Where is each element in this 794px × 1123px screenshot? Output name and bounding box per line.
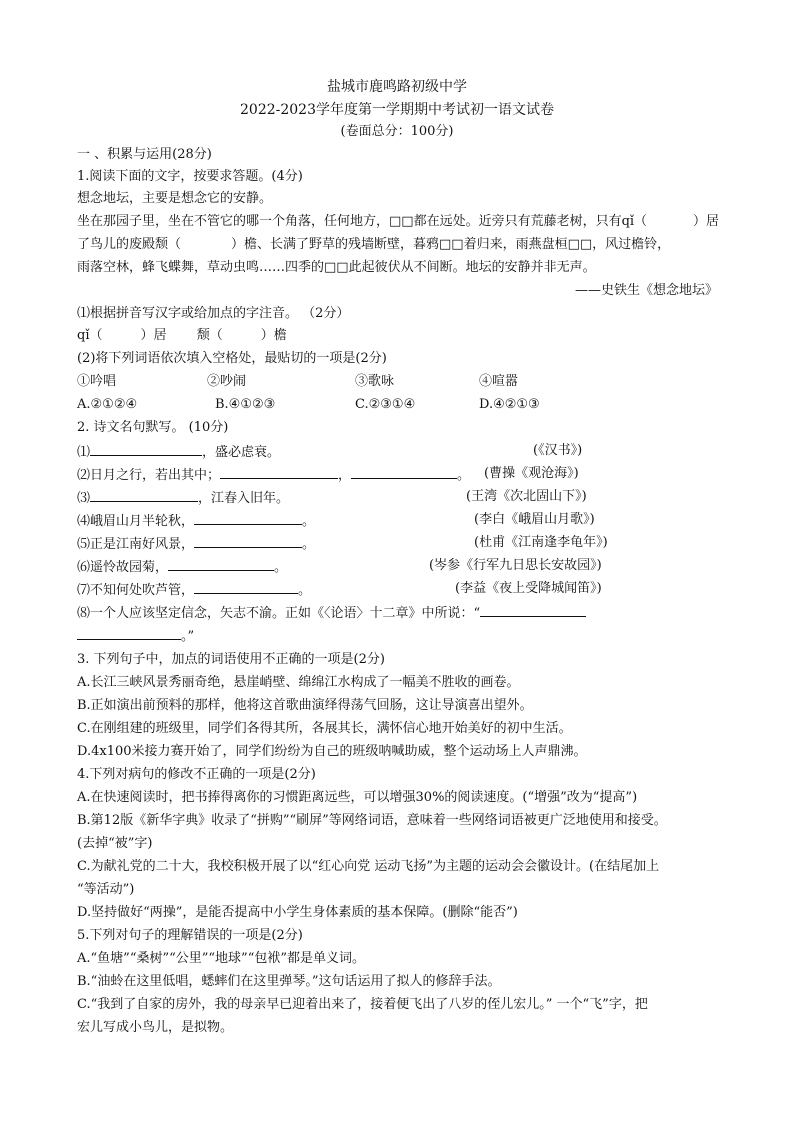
passage-text: 坐在那园子里，坐在不管它的哪一个角落，任何地方，□□都在远处。近旁只有荒藤老树，只有qǐ（ [77,214,648,229]
recite-text: 。 [298,583,312,598]
option-a[interactable]: A.在快速阅读时，把书捧得离你的习惯距离远些，可以增强30%的阅读速度。(“增强”改为“提高”) [77,790,638,805]
recite-text: ，盛必虑衰。 [202,445,281,460]
q1-sub2: (2)将下列词语依次填入空格处，最贴切的一项是(2分) [77,351,387,366]
answer-label: qǐ（ [77,328,103,343]
option-c[interactable]: C.在刚组建的班级里，同学们各得其所，各展其长，满怀信心地开始美好的初中生活。 [77,721,572,736]
recite-line [77,602,586,624]
recite-text: ⑹遥怜故园菊， [77,560,169,575]
q1-sub1-answers [77,326,287,346]
option-b[interactable]: B.第12版《新华字典》收录了“拼购”“刷屏”等网络词语，意味着一些网络词语被更广泛地使用和接受。 [77,813,667,828]
recite-line [77,556,287,578]
recite-line [77,625,194,647]
exam-title: 2022-2023学年度第一学期期中考试初一语文试卷 [240,102,554,118]
q3-stem: 3. 下列句子中，加点的词语使用不正确的一项是(2分) [77,652,385,667]
recite-blank[interactable] [480,602,586,617]
recite-blank[interactable] [90,487,198,502]
option-d[interactable]: D.坚持做好“两操”，是能否提高中小学生身体素质的基本保障。(删除“能否”) [77,905,518,920]
recite-blank[interactable] [168,556,274,571]
recite-blank[interactable] [90,441,202,456]
answer-label: ）居 [140,328,167,343]
recite-line [77,579,311,601]
q1-stem: 1.阅读下面的文字，按要求答题。(4分) [77,169,303,184]
option-a[interactable]: A.“鱼塘”“桑树”“公里”“地球”“包袱”都是单义词。 [77,951,365,966]
recite-blank[interactable] [194,579,298,594]
word-choice: ②吵闹 [207,374,247,389]
word-choice: ①吟唱 [77,374,117,389]
q1-passage-line: 想念地坛，主要是想念它的安静。 [77,191,273,206]
option-c-cont: 宏儿写成小鸟儿，是拟物。 [77,1020,234,1035]
option-d[interactable]: D.4x100米接力赛开始了，同学们纷纷为自己的班级呐喊助威，整个运动场上人声鼎沸。 [77,744,587,759]
q1-passage-line [77,235,670,255]
option-b[interactable]: B.“油蛉在这里低唱，蟋蟀们在这里弹琴。”这句话运用了拟人的修辞手法。 [77,974,501,989]
recite-source: (李益《夜上受降城闻笛》) [455,581,602,596]
recite-text: ⑴ [77,445,91,460]
option-c[interactable]: C.②③①④ [355,397,416,412]
q1-sub1: ⑴根据拼音写汉字或给加点的字注音。 （2分） [77,306,350,321]
recite-text: 。 [302,514,316,529]
recite-text: 。 [457,468,471,483]
recite-blank[interactable] [194,510,302,525]
recite-source: (曹操《观沧海》) [484,466,579,481]
recite-line [77,487,289,509]
passage-text: 了鸟儿的废殿颓（ [77,237,182,252]
recite-blank[interactable] [194,533,302,548]
q2-stem: 2. 诗文名句默写。 (10分) [77,420,229,435]
recite-source: (杜甫《江南逢李龟年》) [474,535,608,550]
option-d[interactable]: D.④②①③ [479,397,540,412]
passage-text: ）居 [693,214,720,229]
option-c[interactable]: C.“我到了自家的房外，我的母亲早已迎着出来了，接着便飞出了八岁的侄儿宏儿。” 一个“飞”字，把 [77,997,648,1012]
recite-text: ⑵日月之行，若出其中； [77,468,221,483]
school-name: 盐城市鹿鸣路初级中学 [327,79,467,95]
recite-source: (王湾《次北固山下》) [466,489,587,504]
recite-text: ⑸正是江南好风景， [77,537,195,552]
recite-line [77,510,315,532]
section-title: 一 、积累与运用(28分) [77,147,212,162]
total-score: (卷面总分：100分) [340,124,454,139]
word-choice: ③歌咏 [355,374,395,389]
recite-text: ⑻一个人应该坚定信念，矢志不渝。正如《〈论语〉十二章》中所说：“ [77,606,481,621]
recite-blank[interactable] [220,464,338,479]
recite-line [77,533,315,555]
word-choice: ④喧嚣 [479,374,519,389]
recite-text: 。” [181,629,195,644]
recite-text: ⑷峨眉山月半轮秋， [77,514,195,529]
passage-source: ——史铁生《想念地坛》 [574,283,718,298]
recite-text: 。 [274,560,288,575]
recite-blank[interactable] [351,464,457,479]
recite-source: (李白《峨眉山月歌》) [474,512,595,527]
answer-label: 颓（ [196,328,223,343]
recite-line [77,441,280,463]
passage-text: ）檐、长满了野草的残墙断壁，暮鸦□□着归来，雨燕盘桓□□，风过檐铃， [231,237,671,252]
option-c[interactable]: C.为献礼党的二十大，我校积极开展了以“红心向党 运动飞扬”为主题的运动会会徽设计。(在结尾加上 [77,859,660,874]
option-b-cont: (去掉“被”字) [77,836,153,851]
recite-text: ， [338,468,352,483]
recite-text: ，江春入旧年。 [198,491,290,506]
recite-text: ⑶ [77,491,91,506]
recite-line [77,464,470,486]
recite-text: ⑺不知何处吹芦管， [77,583,195,598]
option-b[interactable]: B.正如演出前预料的那样，他将这首歌曲演绎得荡气回肠，这让导演喜出望外。 [77,698,533,713]
answer-label: ）檐 [260,328,287,343]
recite-text: 。 [302,537,316,552]
recite-source: (岑参《行军九日思长安故园》) [429,558,602,573]
recite-source: (《汉书》) [533,443,583,458]
q5-stem: 5.下列对句子的理解错误的一项是(2分) [77,928,303,943]
q1-passage-line: 雨落空林，蜂飞蝶舞，草动虫鸣……四季的□□此起彼伏从不间断。地坛的安静并非无声。 [77,260,596,275]
q1-passage-line [77,212,719,232]
option-c-cont: “等活动”) [77,882,135,897]
option-b[interactable]: B.④①②③ [215,397,276,412]
recite-blank[interactable] [77,625,181,640]
option-a[interactable]: A.长江三峡风景秀丽奇绝，悬崖峭壁、绵绵江水构成了一幅美不胜收的画卷。 [77,675,520,690]
q4-stem: 4.下列对病句的修改不正确的一项是(2分) [77,767,316,782]
option-a[interactable]: A.②①②④ [77,397,138,412]
